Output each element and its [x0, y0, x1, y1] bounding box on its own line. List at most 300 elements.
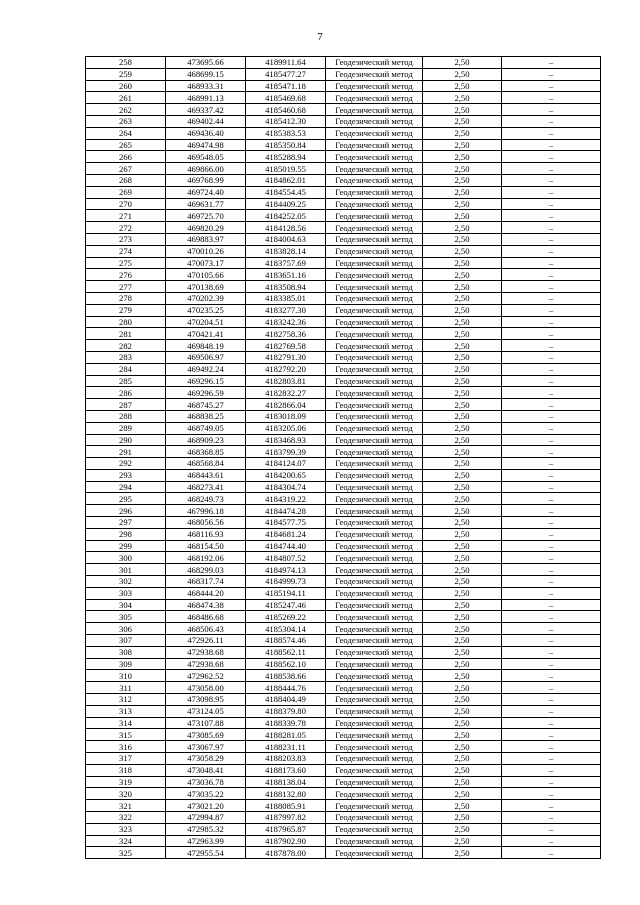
method-cell: Геодезический метод	[326, 517, 423, 529]
description-cell: –	[502, 753, 601, 765]
point-number-cell: 307	[86, 635, 166, 647]
y-coordinate-cell: 4185460.68	[246, 104, 326, 116]
y-coordinate-cell: 4188203.83	[246, 753, 326, 765]
table-row	[86, 694, 601, 706]
precision-cell: 2,50	[423, 764, 502, 776]
y-coordinate-cell: 4183651.16	[246, 269, 326, 281]
description-cell: –	[502, 257, 601, 269]
method-cell: Геодезический метод	[326, 576, 423, 588]
description-cell: –	[502, 623, 601, 635]
point-number-cell: 304	[86, 599, 166, 611]
method-cell: Геодезический метод	[326, 292, 423, 304]
y-coordinate-cell: 4188138.04	[246, 776, 326, 788]
description-cell: –	[502, 670, 601, 682]
y-coordinate-cell: 4185194.11	[246, 587, 326, 599]
method-cell: Геодезический метод	[326, 682, 423, 694]
description-cell: –	[502, 682, 601, 694]
description-cell: –	[502, 399, 601, 411]
description-cell: –	[502, 233, 601, 245]
y-coordinate-cell: 4188404.49	[246, 694, 326, 706]
y-coordinate-cell: 4183508.94	[246, 281, 326, 293]
description-cell: –	[502, 281, 601, 293]
x-coordinate-cell: 472926.11	[166, 635, 246, 647]
precision-cell: 2,50	[423, 812, 502, 824]
x-coordinate-cell: 472938.68	[166, 646, 246, 658]
method-cell: Геодезический метод	[326, 281, 423, 293]
y-coordinate-cell: 4187878.00	[246, 847, 326, 859]
y-coordinate-cell: 4182866.04	[246, 399, 326, 411]
precision-cell: 2,50	[423, 694, 502, 706]
x-coordinate-cell: 470421.41	[166, 328, 246, 340]
method-cell: Геодезический метод	[326, 233, 423, 245]
description-cell: –	[502, 186, 601, 198]
description-cell: –	[502, 410, 601, 422]
precision-cell: 2,50	[423, 493, 502, 505]
x-coordinate-cell: 470204.51	[166, 316, 246, 328]
x-coordinate-cell: 470010.26	[166, 245, 246, 257]
method-cell: Геодезический метод	[326, 823, 423, 835]
x-coordinate-cell: 469296.15	[166, 375, 246, 387]
method-cell: Геодезический метод	[326, 635, 423, 647]
x-coordinate-cell: 469506.97	[166, 351, 246, 363]
table-row	[86, 528, 601, 540]
point-number-cell: 314	[86, 717, 166, 729]
precision-cell: 2,50	[423, 552, 502, 564]
precision-cell: 2,50	[423, 823, 502, 835]
method-cell: Геодезический метод	[326, 800, 423, 812]
point-number-cell: 296	[86, 505, 166, 517]
method-cell: Геодезический метод	[326, 363, 423, 375]
method-cell: Геодезический метод	[326, 304, 423, 316]
description-cell: –	[502, 788, 601, 800]
table-row	[86, 186, 601, 198]
x-coordinate-cell: 469768.99	[166, 174, 246, 186]
table-row	[86, 670, 601, 682]
point-number-cell: 286	[86, 387, 166, 399]
table-row	[86, 104, 601, 116]
point-number-cell: 277	[86, 281, 166, 293]
x-coordinate-cell: 473048.41	[166, 764, 246, 776]
table-row	[86, 587, 601, 599]
description-cell: –	[502, 658, 601, 670]
description-cell: –	[502, 635, 601, 647]
table-row	[86, 635, 601, 647]
description-cell: –	[502, 198, 601, 210]
method-cell: Геодезический метод	[326, 646, 423, 658]
x-coordinate-cell: 468249.73	[166, 493, 246, 505]
point-number-cell: 305	[86, 611, 166, 623]
point-number-cell: 289	[86, 422, 166, 434]
method-cell: Геодезический метод	[326, 776, 423, 788]
point-number-cell: 295	[86, 493, 166, 505]
x-coordinate-cell: 472994.87	[166, 812, 246, 824]
description-cell: –	[502, 80, 601, 92]
table-row	[86, 705, 601, 717]
x-coordinate-cell: 467996.18	[166, 505, 246, 517]
table-row	[86, 92, 601, 104]
point-number-cell: 315	[86, 729, 166, 741]
precision-cell: 2,50	[423, 422, 502, 434]
x-coordinate-cell: 470105.66	[166, 269, 246, 281]
precision-cell: 2,50	[423, 670, 502, 682]
table-row	[86, 517, 601, 529]
method-cell: Геодезический метод	[326, 835, 423, 847]
table-row	[86, 57, 601, 69]
table-row	[86, 304, 601, 316]
point-number-cell: 306	[86, 623, 166, 635]
description-cell: –	[502, 57, 601, 69]
description-cell: –	[502, 92, 601, 104]
description-cell: –	[502, 387, 601, 399]
precision-cell: 2,50	[423, 186, 502, 198]
y-coordinate-cell: 4184304.74	[246, 481, 326, 493]
description-cell: –	[502, 127, 601, 139]
method-cell: Геодезический метод	[326, 729, 423, 741]
point-number-cell: 273	[86, 233, 166, 245]
precision-cell: 2,50	[423, 80, 502, 92]
point-number-cell: 291	[86, 446, 166, 458]
point-number-cell: 260	[86, 80, 166, 92]
y-coordinate-cell: 4184124.07	[246, 458, 326, 470]
method-cell: Геодезический метод	[326, 446, 423, 458]
method-cell: Геодезический метод	[326, 434, 423, 446]
table-row	[86, 469, 601, 481]
x-coordinate-cell: 468909.23	[166, 434, 246, 446]
table-row	[86, 340, 601, 352]
x-coordinate-cell: 468443.61	[166, 469, 246, 481]
point-number-cell: 301	[86, 564, 166, 576]
precision-cell: 2,50	[423, 623, 502, 635]
y-coordinate-cell: 4188132.80	[246, 788, 326, 800]
x-coordinate-cell: 468368.85	[166, 446, 246, 458]
y-coordinate-cell: 4188085.91	[246, 800, 326, 812]
table-row	[86, 198, 601, 210]
table-row	[86, 646, 601, 658]
y-coordinate-cell: 4188538.66	[246, 670, 326, 682]
precision-cell: 2,50	[423, 646, 502, 658]
y-coordinate-cell: 4184744.40	[246, 540, 326, 552]
table-row	[86, 611, 601, 623]
precision-cell: 2,50	[423, 68, 502, 80]
x-coordinate-cell: 469820.29	[166, 222, 246, 234]
x-coordinate-cell: 469337.42	[166, 104, 246, 116]
point-number-cell: 318	[86, 764, 166, 776]
table-row	[86, 115, 601, 127]
method-cell: Геодезический метод	[326, 741, 423, 753]
point-number-cell: 298	[86, 528, 166, 540]
point-number-cell: 297	[86, 517, 166, 529]
table-row	[86, 233, 601, 245]
y-coordinate-cell: 4188444.76	[246, 682, 326, 694]
x-coordinate-cell: 468474.38	[166, 599, 246, 611]
point-number-cell: 259	[86, 68, 166, 80]
table-row	[86, 163, 601, 175]
description-cell: –	[502, 823, 601, 835]
precision-cell: 2,50	[423, 481, 502, 493]
x-coordinate-cell: 468486.68	[166, 611, 246, 623]
method-cell: Геодезический метод	[326, 57, 423, 69]
coordinates-table-body	[86, 57, 601, 859]
precision-cell: 2,50	[423, 800, 502, 812]
method-cell: Геодезический метод	[326, 186, 423, 198]
description-cell: –	[502, 694, 601, 706]
method-cell: Геодезический метод	[326, 717, 423, 729]
point-number-cell: 278	[86, 292, 166, 304]
x-coordinate-cell: 473058.00	[166, 682, 246, 694]
precision-cell: 2,50	[423, 281, 502, 293]
method-cell: Геодезический метод	[326, 753, 423, 765]
y-coordinate-cell: 4183799.39	[246, 446, 326, 458]
method-cell: Геодезический метод	[326, 257, 423, 269]
x-coordinate-cell: 473098.95	[166, 694, 246, 706]
x-coordinate-cell: 472963.99	[166, 835, 246, 847]
point-number-cell: 312	[86, 694, 166, 706]
y-coordinate-cell: 4188231.11	[246, 741, 326, 753]
y-coordinate-cell: 4184862.01	[246, 174, 326, 186]
precision-cell: 2,50	[423, 210, 502, 222]
y-coordinate-cell: 4183385.01	[246, 292, 326, 304]
method-cell: Геодезический метод	[326, 694, 423, 706]
x-coordinate-cell: 473058.29	[166, 753, 246, 765]
precision-cell: 2,50	[423, 635, 502, 647]
point-number-cell: 288	[86, 410, 166, 422]
precision-cell: 2,50	[423, 658, 502, 670]
table-row	[86, 222, 601, 234]
method-cell: Геодезический метод	[326, 587, 423, 599]
point-number-cell: 283	[86, 351, 166, 363]
x-coordinate-cell: 469436.40	[166, 127, 246, 139]
table-row	[86, 399, 601, 411]
y-coordinate-cell: 4184252.05	[246, 210, 326, 222]
precision-cell: 2,50	[423, 682, 502, 694]
precision-cell: 2,50	[423, 458, 502, 470]
point-number-cell: 267	[86, 163, 166, 175]
y-coordinate-cell: 4184577.75	[246, 517, 326, 529]
x-coordinate-cell: 469866.00	[166, 163, 246, 175]
x-coordinate-cell: 473036.78	[166, 776, 246, 788]
precision-cell: 2,50	[423, 340, 502, 352]
method-cell: Геодезический метод	[326, 174, 423, 186]
point-number-cell: 265	[86, 139, 166, 151]
page-number: 7	[317, 31, 323, 43]
description-cell: –	[502, 422, 601, 434]
method-cell: Геодезический метод	[326, 316, 423, 328]
point-number-cell: 266	[86, 151, 166, 163]
table-row	[86, 281, 601, 293]
y-coordinate-cell: 4182758.36	[246, 328, 326, 340]
table-row	[86, 316, 601, 328]
point-number-cell: 271	[86, 210, 166, 222]
table-row	[86, 387, 601, 399]
precision-cell: 2,50	[423, 776, 502, 788]
description-cell: –	[502, 717, 601, 729]
x-coordinate-cell: 470138.69	[166, 281, 246, 293]
description-cell: –	[502, 304, 601, 316]
description-cell: –	[502, 493, 601, 505]
table-row	[86, 351, 601, 363]
x-coordinate-cell: 470202.39	[166, 292, 246, 304]
y-coordinate-cell: 4188173.60	[246, 764, 326, 776]
precision-cell: 2,50	[423, 410, 502, 422]
y-coordinate-cell: 4184409.25	[246, 198, 326, 210]
method-cell: Геодезический метод	[326, 328, 423, 340]
table-row	[86, 800, 601, 812]
method-cell: Геодезический метод	[326, 375, 423, 387]
table-row	[86, 328, 601, 340]
precision-cell: 2,50	[423, 564, 502, 576]
point-number-cell: 310	[86, 670, 166, 682]
x-coordinate-cell: 470073.17	[166, 257, 246, 269]
method-cell: Геодезический метод	[326, 469, 423, 481]
table-row	[86, 139, 601, 151]
precision-cell: 2,50	[423, 599, 502, 611]
precision-cell: 2,50	[423, 753, 502, 765]
y-coordinate-cell: 4187997.82	[246, 812, 326, 824]
precision-cell: 2,50	[423, 505, 502, 517]
precision-cell: 2,50	[423, 245, 502, 257]
table-row	[86, 753, 601, 765]
precision-cell: 2,50	[423, 328, 502, 340]
method-cell: Геодезический метод	[326, 505, 423, 517]
y-coordinate-cell: 4188574.46	[246, 635, 326, 647]
table-row	[86, 493, 601, 505]
x-coordinate-cell: 469492.24	[166, 363, 246, 375]
x-coordinate-cell: 469296.59	[166, 387, 246, 399]
description-cell: –	[502, 434, 601, 446]
description-cell: –	[502, 174, 601, 186]
precision-cell: 2,50	[423, 222, 502, 234]
precision-cell: 2,50	[423, 127, 502, 139]
description-cell: –	[502, 741, 601, 753]
point-number-cell: 264	[86, 127, 166, 139]
method-cell: Геодезический метод	[326, 528, 423, 540]
table-row	[86, 682, 601, 694]
table-row	[86, 481, 601, 493]
description-cell: –	[502, 481, 601, 493]
precision-cell: 2,50	[423, 233, 502, 245]
point-number-cell: 268	[86, 174, 166, 186]
x-coordinate-cell: 473085.69	[166, 729, 246, 741]
point-number-cell: 270	[86, 198, 166, 210]
x-coordinate-cell: 468568.84	[166, 458, 246, 470]
x-coordinate-cell: 468838.25	[166, 410, 246, 422]
y-coordinate-cell: 4185288.94	[246, 151, 326, 163]
method-cell: Геодезический метод	[326, 599, 423, 611]
table-row	[86, 410, 601, 422]
description-cell: –	[502, 517, 601, 529]
precision-cell: 2,50	[423, 847, 502, 859]
x-coordinate-cell: 468699.15	[166, 68, 246, 80]
y-coordinate-cell: 4184474.28	[246, 505, 326, 517]
description-cell: –	[502, 139, 601, 151]
x-coordinate-cell: 472985.32	[166, 823, 246, 835]
method-cell: Геодезический метод	[326, 127, 423, 139]
x-coordinate-cell: 468991.13	[166, 92, 246, 104]
method-cell: Геодезический метод	[326, 458, 423, 470]
method-cell: Геодезический метод	[326, 481, 423, 493]
x-coordinate-cell: 468192.06	[166, 552, 246, 564]
method-cell: Геодезический метод	[326, 222, 423, 234]
point-number-cell: 285	[86, 375, 166, 387]
method-cell: Геодезический метод	[326, 210, 423, 222]
description-cell: –	[502, 269, 601, 281]
point-number-cell: 308	[86, 646, 166, 658]
table-row	[86, 540, 601, 552]
y-coordinate-cell: 4184200.65	[246, 469, 326, 481]
x-coordinate-cell: 473021.20	[166, 800, 246, 812]
x-coordinate-cell: 468299.03	[166, 564, 246, 576]
table-row	[86, 363, 601, 375]
precision-cell: 2,50	[423, 446, 502, 458]
x-coordinate-cell: 469474.98	[166, 139, 246, 151]
method-cell: Геодезический метод	[326, 92, 423, 104]
y-coordinate-cell: 4185471.18	[246, 80, 326, 92]
table-row	[86, 788, 601, 800]
method-cell: Геодезический метод	[326, 410, 423, 422]
method-cell: Геодезический метод	[326, 68, 423, 80]
description-cell: –	[502, 729, 601, 741]
y-coordinate-cell: 4188562.10	[246, 658, 326, 670]
x-coordinate-cell: 468933.31	[166, 80, 246, 92]
y-coordinate-cell: 4182769.58	[246, 340, 326, 352]
table-row	[86, 552, 601, 564]
point-number-cell: 281	[86, 328, 166, 340]
description-cell: –	[502, 540, 601, 552]
y-coordinate-cell: 4184128.56	[246, 222, 326, 234]
y-coordinate-cell: 4182832.27	[246, 387, 326, 399]
description-cell: –	[502, 351, 601, 363]
x-coordinate-cell: 468749.05	[166, 422, 246, 434]
y-coordinate-cell: 4184999.73	[246, 576, 326, 588]
description-cell: –	[502, 363, 601, 375]
description-cell: –	[502, 292, 601, 304]
description-cell: –	[502, 245, 601, 257]
x-coordinate-cell: 469631.77	[166, 198, 246, 210]
x-coordinate-cell: 469724.40	[166, 186, 246, 198]
table-row	[86, 717, 601, 729]
y-coordinate-cell: 4182792.20	[246, 363, 326, 375]
method-cell: Геодезический метод	[326, 623, 423, 635]
point-number-cell: 287	[86, 399, 166, 411]
description-cell: –	[502, 576, 601, 588]
table-row	[86, 422, 601, 434]
method-cell: Геодезический метод	[326, 80, 423, 92]
point-number-cell: 261	[86, 92, 166, 104]
precision-cell: 2,50	[423, 528, 502, 540]
description-cell: –	[502, 210, 601, 222]
method-cell: Геодезический метод	[326, 812, 423, 824]
description-cell: –	[502, 646, 601, 658]
point-number-cell: 325	[86, 847, 166, 859]
method-cell: Геодезический метод	[326, 399, 423, 411]
point-number-cell: 302	[86, 576, 166, 588]
table-row	[86, 658, 601, 670]
table-row	[86, 269, 601, 281]
description-cell: –	[502, 847, 601, 859]
precision-cell: 2,50	[423, 163, 502, 175]
point-number-cell: 276	[86, 269, 166, 281]
point-number-cell: 293	[86, 469, 166, 481]
y-coordinate-cell: 4185269.22	[246, 611, 326, 623]
description-cell: –	[502, 611, 601, 623]
precision-cell: 2,50	[423, 269, 502, 281]
precision-cell: 2,50	[423, 198, 502, 210]
precision-cell: 2,50	[423, 399, 502, 411]
y-coordinate-cell: 4184319.22	[246, 493, 326, 505]
precision-cell: 2,50	[423, 115, 502, 127]
point-number-cell: 284	[86, 363, 166, 375]
precision-cell: 2,50	[423, 729, 502, 741]
